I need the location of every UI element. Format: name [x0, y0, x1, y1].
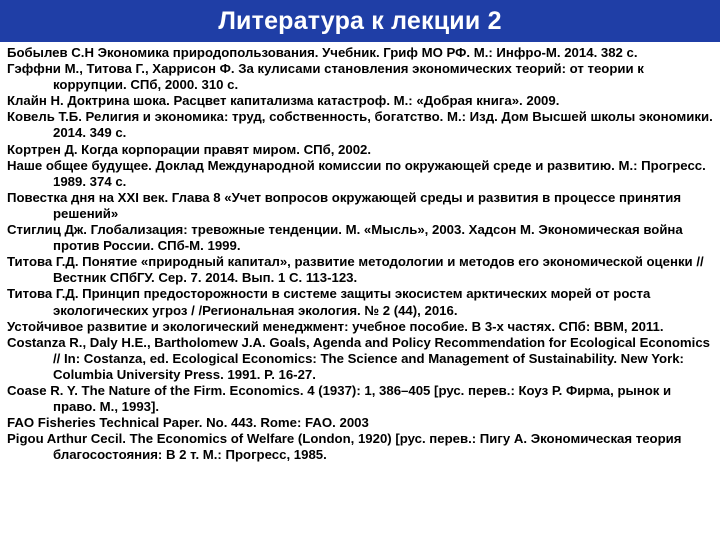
reference-item: Титова Г.Д. Принцип предосторожности в системе защиты экосистем арктических морей от роста экологических угроз / /Региональная экология. № 2 (44), 2016.	[7, 286, 651, 318]
reference-item: Титова Г.Д. Понятие «природный капитал», развитие методологии и методов его экономической оценки // Вестник СПбГУ. Сер. 7. 2014. Вып. 1 С. 113-123.	[7, 254, 704, 286]
slide-title: Литература к лекции 2	[218, 6, 502, 35]
reference-item: Устойчивое развитие и экологический менеджмент: учебное пособие. В 3-х частях. СПб: ВВМ, 2011.	[7, 318, 664, 334]
reference-item: Costanza R., Daly H.E., Bartholomew J.A. Goals, Agenda and Policy Recommendation for Ecological Economics // In: Costanza, ed. Ecological Economics: The Science and Management of Sustainability. New York: Columbia University Press. 1991. P. 16-27.	[7, 334, 710, 382]
reference-item: Гэффни М., Титова Г., Харрисон Ф. За кулисами становления экономических теорий: от теории к коррупции. СПб, 2000. 310 с.	[7, 61, 644, 93]
reference-item: Клайн Н. Доктрина шока. Расцвет капитализма катастроф. М.: «Добрая книга». 2009.	[7, 93, 560, 109]
title-bar	[0, 0, 720, 42]
reference-item: Повестка дня на XXI век. Глава 8 «Учет вопросов окружающей среды и развития в процессе принятия решений»	[7, 189, 682, 221]
reference-item: Coase R. Y. The Nature of the Firm. Economics. 4 (1937): 1, 386–405 [рус. перев.: Коуз Р. Фирма, рынок и право. М., 1993].	[7, 382, 672, 415]
reference-item: Бобылев С.Н Экономика природопользования. Учебник. Гриф МО РФ. М.: Инфро-М. 2014. 382 с.	[7, 45, 638, 60]
reference-item: FAO Fisheries Technical Paper. No. 443. Rome: FAO. 2003	[7, 415, 369, 431]
reference-item: Кортрен Д. Когда корпорации правят миром. СПб, 2002.	[7, 141, 372, 157]
reference-item: Стиглиц Дж. Глобализация: тревожные тенденции. М. «Мысль», 2003. Хадсон М. Экономическая война против России. СПб-М. 1999.	[7, 222, 683, 254]
reference-item: Наше общее будущее. Доклад Международной комиссии по окружающей среде и развитию. М.: Прогресс. 1989. 374 с.	[7, 157, 706, 189]
reference-item: Pigou Arthur Cecil. The Economics of Welfare (London, 1920) [рус. перев.: Пигу А. Экономическая теория благосостояния: В 2 т. М.: Прогресс, 1985.	[7, 431, 682, 463]
reference-item: Ковель Т.Б. Религия и экономика: труд, собственность, богатство. М.: Изд. Дом Высшей школы экономики. 2014. 349 с.	[7, 109, 713, 141]
reference-list	[7, 45, 713, 463]
